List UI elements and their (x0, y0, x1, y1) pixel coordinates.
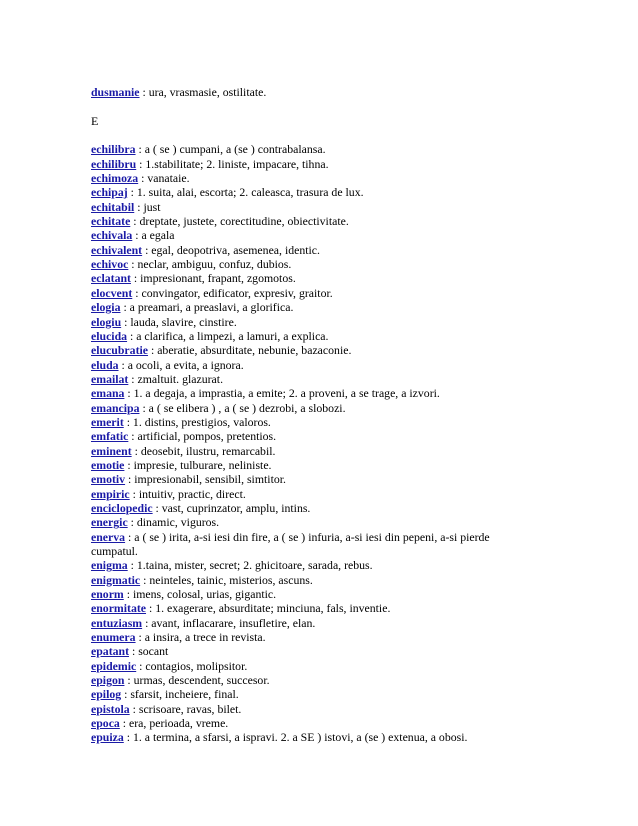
entry-definition: : impresionabil, sensibil, simtitor. (125, 472, 286, 487)
entry-definition: : a ( se elibera ) , a ( se ) dezrobi, a slobozi. (139, 400, 346, 415)
entry-definition: : a ( se ) cumpani, a (se ) contrabalansa. (135, 142, 326, 157)
entry-definition: : era, perioada, vreme. (119, 716, 229, 731)
entry-list (91, 142, 531, 744)
dictionary-entry (91, 386, 531, 400)
entry-term-link[interactable]: energic (91, 515, 128, 530)
dictionary-entry (91, 329, 531, 343)
entry-definition: : scrisoare, ravas, bilet. (129, 701, 242, 716)
dictionary-entry (91, 644, 531, 658)
dictionary-entry (91, 487, 531, 501)
dictionary-entry (91, 601, 531, 615)
dictionary-entry (91, 659, 531, 673)
entry-definition: : convingator, edificator, expresiv, graitor. (132, 285, 333, 300)
entry-definition: : dinamic, viguros. (127, 515, 220, 530)
dictionary-entry (91, 458, 531, 472)
dictionary-entry (91, 444, 531, 458)
entry-term-link[interactable]: emfatic (91, 429, 129, 444)
dictionary-entry (91, 286, 531, 300)
entry-term-link[interactable]: eminent (91, 443, 132, 458)
entry-definition: : impresie, tulburare, neliniste. (124, 457, 272, 472)
entry-definition: : neinteles, tainic, misterios, ascuns. (140, 572, 313, 587)
dictionary-entry (91, 687, 531, 701)
dictionary-entry (91, 343, 531, 357)
entry-term-link[interactable]: eluda (91, 357, 119, 372)
entry-term-link[interactable]: enormitate (91, 601, 147, 616)
entry-definition: : sfarsit, incheiere, final. (121, 687, 239, 702)
entry-term-link[interactable]: epistola (91, 701, 130, 716)
entry-term-link[interactable]: emailat (91, 371, 129, 386)
entry-term-link[interactable]: epuiza (91, 730, 124, 745)
entry-definition: : dreptate, justete, corectitudine, obiectivitate. (130, 214, 349, 229)
dictionary-entry (91, 558, 531, 572)
entry-term-link[interactable]: emotiv (91, 472, 126, 487)
entry-term-link[interactable]: epilog (91, 687, 122, 702)
dictionary-entry (91, 429, 531, 443)
entry-term-link[interactable]: elucubratie (91, 343, 149, 358)
entry-term-link[interactable]: echivoc (91, 257, 129, 272)
dictionary-entry (91, 415, 531, 429)
entry-term-link[interactable]: echilibru (91, 156, 137, 171)
dictionary-entry (91, 702, 531, 716)
entry-definition: : artificial, pompos, pretentios. (128, 429, 277, 444)
entry-term-link[interactable]: elogia (91, 300, 121, 315)
entry-definition: : urmas, descendent, succesor. (124, 673, 270, 688)
dictionary-entry (91, 271, 531, 285)
entry-definition: : neclar, ambiguu, confuz, dubios. (128, 257, 292, 272)
entry-definition: : 1. suita, alai, escorta; 2. caleasca, trasura de lux. (127, 185, 364, 200)
entry-definition: : a insira, a trece in revista. (135, 630, 266, 645)
entry-term-link[interactable]: echitate (91, 214, 131, 229)
entry-term-link[interactable]: echitabil (91, 199, 135, 214)
entry-definition: : vast, cuprinzator, amplu, intins. (152, 500, 311, 515)
entry-definition: : socant (129, 644, 169, 659)
dictionary-entry (91, 214, 531, 228)
dictionary-entry (91, 257, 531, 271)
entry-term-link[interactable]: echivala (91, 228, 133, 243)
blank-line (91, 99, 531, 113)
dictionary-entry (91, 573, 531, 587)
dictionary-entry (91, 587, 531, 601)
dictionary-entry (91, 243, 531, 257)
entry-definition: : deosebit, ilustru, remarcabil. (131, 443, 276, 458)
entry-definition: : a clarifica, a limpezi, a lamuri, a explica. (127, 328, 329, 343)
entry-term-link[interactable]: epidemic (91, 658, 137, 673)
entry-term-link[interactable]: enumera (91, 630, 136, 645)
dictionary-entry (91, 85, 531, 99)
dictionary-entry (91, 358, 531, 372)
dictionary-entry (91, 171, 531, 185)
section-letter-heading: E (91, 113, 99, 128)
entry-term-link[interactable]: echivalent (91, 242, 143, 257)
entry-definition: : 1. a termina, a sfarsi, a ispravi. 2. a SE ) istovi, a (se ) extenua, a obosi. (123, 730, 468, 745)
dictionary-entry (91, 515, 531, 529)
dictionary-entry (91, 200, 531, 214)
entry-term-link[interactable]: enigma (91, 558, 128, 573)
entry-term-link[interactable]: enigmatic (91, 572, 141, 587)
entry-term-link[interactable]: elocvent (91, 285, 133, 300)
entry-term-link[interactable]: epatant (91, 644, 130, 659)
entry-definition: : just (134, 199, 161, 214)
entry-term-link[interactable]: epoca (91, 716, 120, 731)
dictionary-entry (91, 401, 531, 415)
entry-definition: : a preamari, a preaslavi, a glorifica. (120, 300, 294, 315)
entry-definition: : intuitiv, practic, direct. (129, 486, 246, 501)
dictionary-entry (91, 530, 531, 559)
entry-definition: : imens, colosal, urias, gigantic. (123, 587, 277, 602)
blank-line (91, 128, 531, 142)
entry-definition: : lauda, slavire, cinstire. (121, 314, 237, 329)
entry-definition: : a ( se ) irita, a-si iesi din fire, a ( se ) infuria, a-si iesi din pepeni, a-si pierde cumpatul. (91, 529, 490, 558)
dictionary-entry (91, 228, 531, 242)
entry-definition: : ura, vrasmasie, ostilitate. (139, 85, 267, 99)
dictionary-page (91, 85, 531, 745)
dictionary-entry (91, 315, 531, 329)
dictionary-entry (91, 157, 531, 171)
entry-term-link[interactable]: emancipa (91, 400, 140, 415)
entry-definition: : 1. distins, prestigios, valoros. (123, 414, 271, 429)
dictionary-entry (91, 730, 531, 744)
entry-term-link[interactable]: enerva (91, 529, 126, 544)
entry-definition: : avant, inflacarare, insufletire, elan. (142, 615, 316, 630)
dictionary-entry (91, 630, 531, 644)
entry-term-link[interactable]: echimoza (91, 171, 139, 186)
dictionary-entry (91, 300, 531, 314)
entry-term-link[interactable]: elucida (91, 328, 128, 343)
entry-definition: : a ocoli, a evita, a ignora. (118, 357, 244, 372)
entry-term-link[interactable]: enorm (91, 587, 124, 602)
entry-definition: : 1.taina, mister, secret; 2. ghicitoare, sarada, rebus. (127, 558, 373, 573)
entry-definition: : vanataie. (138, 171, 190, 186)
entry-term-link[interactable]: enciclopedic (91, 500, 153, 515)
entry-term-link[interactable]: empiric (91, 486, 130, 501)
dictionary-entry (91, 372, 531, 386)
entry-definition: : contagios, molipsitor. (136, 658, 248, 673)
dictionary-entry (91, 501, 531, 515)
dictionary-entry (91, 142, 531, 156)
entry-definition: : impresionant, frapant, zgomotos. (130, 271, 296, 286)
entry-term-link[interactable]: emotie (91, 457, 125, 472)
dictionary-entry (91, 185, 531, 199)
entry-definition: : aberatie, absurditate, nebunie, bazaconie. (148, 343, 352, 358)
entry-term-link[interactable]: epigon (91, 673, 125, 688)
entry-definition: : 1. exagerare, absurditate; minciuna, fals, inventie. (146, 601, 391, 616)
entry-term-link[interactable]: echilibra (91, 142, 136, 157)
entry-term-link[interactable]: dusmanie (91, 85, 140, 99)
entry-term-link[interactable]: entuziasm (91, 615, 143, 630)
entry-definition: : a egala (132, 228, 175, 243)
entry-term-link[interactable]: echipaj (91, 185, 128, 200)
entry-definition: : 1.stabilitate; 2. liniste, impacare, tihna. (136, 156, 329, 171)
dictionary-entry (91, 616, 531, 630)
entry-term-link[interactable]: eclatant (91, 271, 131, 286)
entry-definition: : zmaltuit. glazurat. (128, 371, 224, 386)
dictionary-entry (91, 716, 531, 730)
entry-term-link[interactable]: emerit (91, 414, 124, 429)
entry-term-link[interactable]: emana (91, 386, 125, 401)
entry-definition: : 1. a degaja, a imprastia, a emite; 2. a proveni, a se trage, a izvori. (124, 386, 440, 401)
entry-definition: : egal, deopotriva, asemenea, identic. (142, 242, 320, 257)
dictionary-entry (91, 472, 531, 486)
dictionary-entry (91, 673, 531, 687)
entry-term-link[interactable]: elogiu (91, 314, 122, 329)
